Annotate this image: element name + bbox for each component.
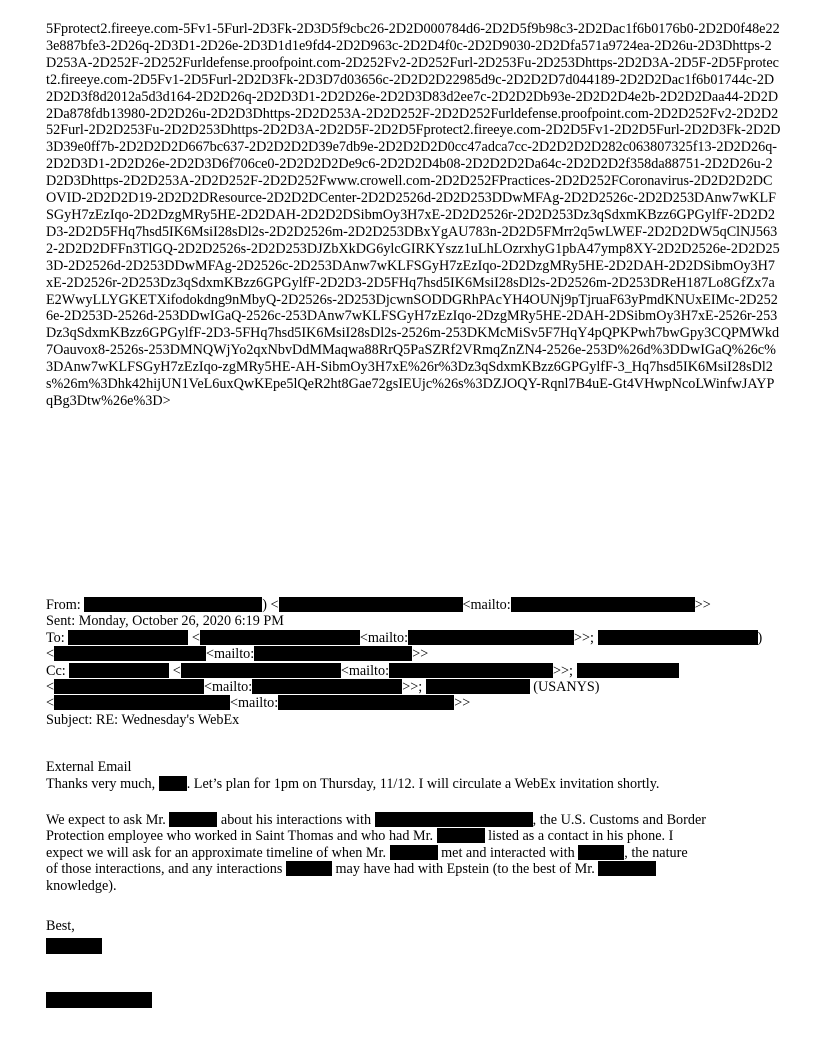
redaction [286, 861, 332, 876]
redaction [69, 663, 169, 678]
redaction [46, 938, 102, 954]
redaction [54, 646, 206, 661]
subject-line: Subject: RE: Wednesday's WebEx [46, 711, 240, 728]
mailto-text: <mailto: [462, 597, 511, 613]
external-email-label: External Email [46, 759, 132, 775]
mailto-close: >> [694, 597, 711, 613]
redaction [84, 597, 262, 612]
separator: < [191, 629, 200, 646]
redaction [279, 597, 463, 612]
mailto-text: <mailto: [340, 662, 390, 679]
from-line [46, 597, 776, 613]
paragraph-1 [46, 776, 781, 793]
text: about his interactions with [220, 812, 372, 828]
p2-line-2 [46, 828, 781, 844]
redaction [68, 630, 188, 645]
mailto-close: >> [412, 646, 429, 663]
text: , the U.S. Customs and Border [532, 812, 706, 828]
redaction [254, 646, 412, 661]
text: listed as a contact in his phone. I [488, 828, 674, 845]
to-line [46, 630, 776, 646]
cc-line [46, 663, 776, 679]
text: Thanks very much, [46, 776, 156, 792]
redaction [252, 679, 402, 694]
mailto-close: >>; [553, 662, 573, 679]
to-line-2 [46, 646, 776, 662]
redaction [375, 812, 533, 827]
redaction [46, 992, 152, 1008]
separator: < [46, 646, 55, 663]
mailto-text: <mailto: [206, 646, 255, 663]
redaction [159, 776, 187, 791]
p2-line-3 [46, 845, 781, 861]
mailto-text: <mailto: [230, 695, 279, 712]
redaction [54, 679, 204, 694]
redaction [578, 845, 624, 860]
redaction [598, 861, 656, 876]
text: . Let’s plan for 1pm on Thursday, 11/12. I will circulate a WebEx invitation shortly. [186, 776, 660, 792]
mailto-text: <mailto: [204, 678, 253, 695]
text: expect we will ask for an approximate timeline of when Mr. [46, 844, 387, 861]
redaction [200, 630, 360, 645]
paragraph-2 [46, 812, 781, 894]
text: may have had with Epstein (to the best of Mr. [335, 861, 595, 878]
text: Protection employee who worked in Saint Thomas and who had Mr. [46, 828, 434, 845]
redaction [169, 812, 217, 827]
redaction [278, 695, 454, 710]
separator: ) < [262, 597, 279, 613]
redaction [577, 663, 679, 678]
sent-line: Sent: Monday, October 26, 2020 6:19 PM [46, 613, 284, 630]
separator: ) [757, 629, 763, 646]
mailto-close: >>; [402, 678, 423, 695]
text: met and interacted with [441, 844, 575, 861]
email-header [46, 597, 776, 728]
redaction [389, 663, 553, 678]
url-block: 5Fprotect2.fireeye.com-5Fv1-5Furl-2D3Fk-2D3D5f9cbc26-2D2D000784d6-2D2D5f9b98c3-2D2Dac1f6b0176b0-2D2D0f48e223e887bfe3-2D26q-2D3D1-2D26e-2D3D1d1e9fd4-2D2D963c-2D2D4f0c-2D2D9030-2D2Dfa571a9724ea-2D26u-2D3Dhttps-2D253A-2D252F-2D252Furldefense.proofpoint.com-2D252Fv2-2D252Furl-2D253Fu-2D253Dhttps-2D2D3A-2D5F-2D5Fprotect2.fireeye.com-2D5Fv1-2D5Furl-2D2D3Fk-2D3D7d03656c-2D2D2D22985d9c-2D2D2D7d044189-2D2D2Dac1f6b01744c-2D2D2D3f8d2012a5d3d164-2D2D26q-2D2D3D1-2D2D26e-2D2D3D83d2ee7c-2D2D2Db93e-2D2D2D4e2b-2D2D2Daa44-2D2D2Da878fdb13980-2D2D26u-2D2D3Dhttps-2D2D253A-2D2D252F-2D2D252Furldefense.proofpoint.com-2D2D252Fv2-2D2D252Furl-2D2D253Fu-2D2D253Dhttps-2D2D3A-2D2D5F-2D2D5Fprotect2.fireeye.com-2D2D5Fv1-2D2D5Furl-2D2D3Fk-2D2D3D39e0ff7b-2D2D2D2D667bc637-2D2D2D2D39e7db9e-2D2D2D2D0cc47adca7cc-2D2D2D2D282c063807325f13-2D2D26q-2D2D3D1-2D2D26e-2D2D3D6f706ce0-2D2D2D2De9c6-2D2D2D4b08-2D2D2D2Da64c-2D2D2D2f358da88751-2D2D26u-2D2D3Dhttps-2D2D253A-2D2D252F-2D2D252Fwww.crowell.com-2D2D252FPractices-2D2D252FCoronavirus-2D2D2D2DCOVID-2D2D2D19-2D2D2DResource-2D2D2DCenter-2D2D2526d-2D2D253DDwMFAg-2D2D2526c-2D2D253DAnw7wKLFSGyH7zEzIqo-2D2DzgMRy5HE-2D2DAH-2D2D2DSibmOy3H7xE-2D2D2526r-2D2D253Dz3qSdxmKBzz6GPGylfF-2D2D2D3-2D2D5FHq7hsd5IK6MsiI28sDl2s-2D2D2526m-2D2D253DBxYgAU783n-2D2D5FMrr2q5wLWEF-2D2D2DW5qClNJ5632-2D2D2DFFn3TlGQ-2D2D2526s-2D2D253DJZbXkDG6ylcGIRKYszz1uLhLOzrxhyG1pbA47ymp8XY-2D2D2526e-2D2D253D-2D2526d-2D253DDwMFAg-2D2526c-2D253DAnw7wKLFSGyH7zEzIqo-2D2DzgMRy5HE-2D2DAH-2D2DSibmOy3H7xE-2D2526r-2D253Dz3qSdxmKBzz6GPGylfF-2D2D3-2D5FHq7hsd5IK6MsiI28sDl2s-2D2526m-2D253DReH187Lo8GfZx7aE2WwyLLYGKETXifodokdng9nMbyQ-2D2526s-2D253DjcwnSODDGRhPAcYH4OUNj9pTjruaF63yPmdKNUxEIMc-2D2526e-2D253D-2526d-253DDwIGaQ-2526c-253DAnw7wKLFSGyH7zEzIqo-2DzgMRy5HE-2DAH-2DSibmOy3H7xE-2526r-253Dz3qSdxmKBzz6GPGylfF-2D3-5FHq7hsd5IK6MsiI28sDl2s-2526m-253DKMcMiSv5F7HqY4pQPKPwh7bwGpy3CQPMWkd7Oauvox8-2526s-253DMNQWjYo2qxNbvDdMMaqwa88RrQ5PaSZRf2VRmqZnZN4-2526e-253D%26d%3DDwIGaQ%26c%3DAnw7wKLFSGyH7zEzIqo-zgMRy5HE-AH-SibmOy3H7xE%26r%3Dz3qSdxmKBzz6GPGylfF-3_Hq7hsd5IK6MsiI28sDl2s%26m%3Dhk42hijUN1VeL6uxQwKEpe5lQeR2ht8Gae72gsIEUjc%26s%3DZJOQY-Rqnl7B4uE-Gt4VHwpNcoLWinfwJAYPqBg3Dtw%26e%3D> [46, 21, 781, 409]
p2-line-4 [46, 861, 781, 877]
to-label: To: [46, 629, 65, 646]
text: of those interactions, and any interactions [46, 861, 283, 878]
redaction [408, 630, 574, 645]
p2-line-5: knowledge). [46, 877, 117, 894]
mailto-close: >>; [574, 629, 594, 646]
redaction [54, 695, 230, 710]
mailto-text: <mailto: [359, 629, 409, 646]
p2-line-1 [46, 812, 781, 828]
separator: < [46, 695, 55, 712]
text: , the nature [624, 844, 688, 861]
redaction [511, 597, 695, 612]
separator: < [46, 678, 55, 695]
separator: < [172, 662, 181, 679]
signature-redaction-2 [46, 992, 781, 1010]
signature-redaction-1 [46, 938, 781, 956]
closing: Best, [46, 918, 75, 934]
cc-line-3 [46, 695, 776, 711]
redaction [426, 679, 530, 694]
text: We expect to ask Mr. [46, 812, 166, 828]
mailto-close: >> [454, 695, 471, 712]
cc-label: Cc: [46, 662, 66, 679]
cc-line-2 [46, 679, 776, 695]
usanys-label: (USANYS) [533, 678, 600, 695]
redaction [390, 845, 438, 860]
redaction [181, 663, 341, 678]
redaction [598, 630, 758, 645]
redaction [437, 828, 485, 843]
from-label: From: [46, 597, 81, 613]
